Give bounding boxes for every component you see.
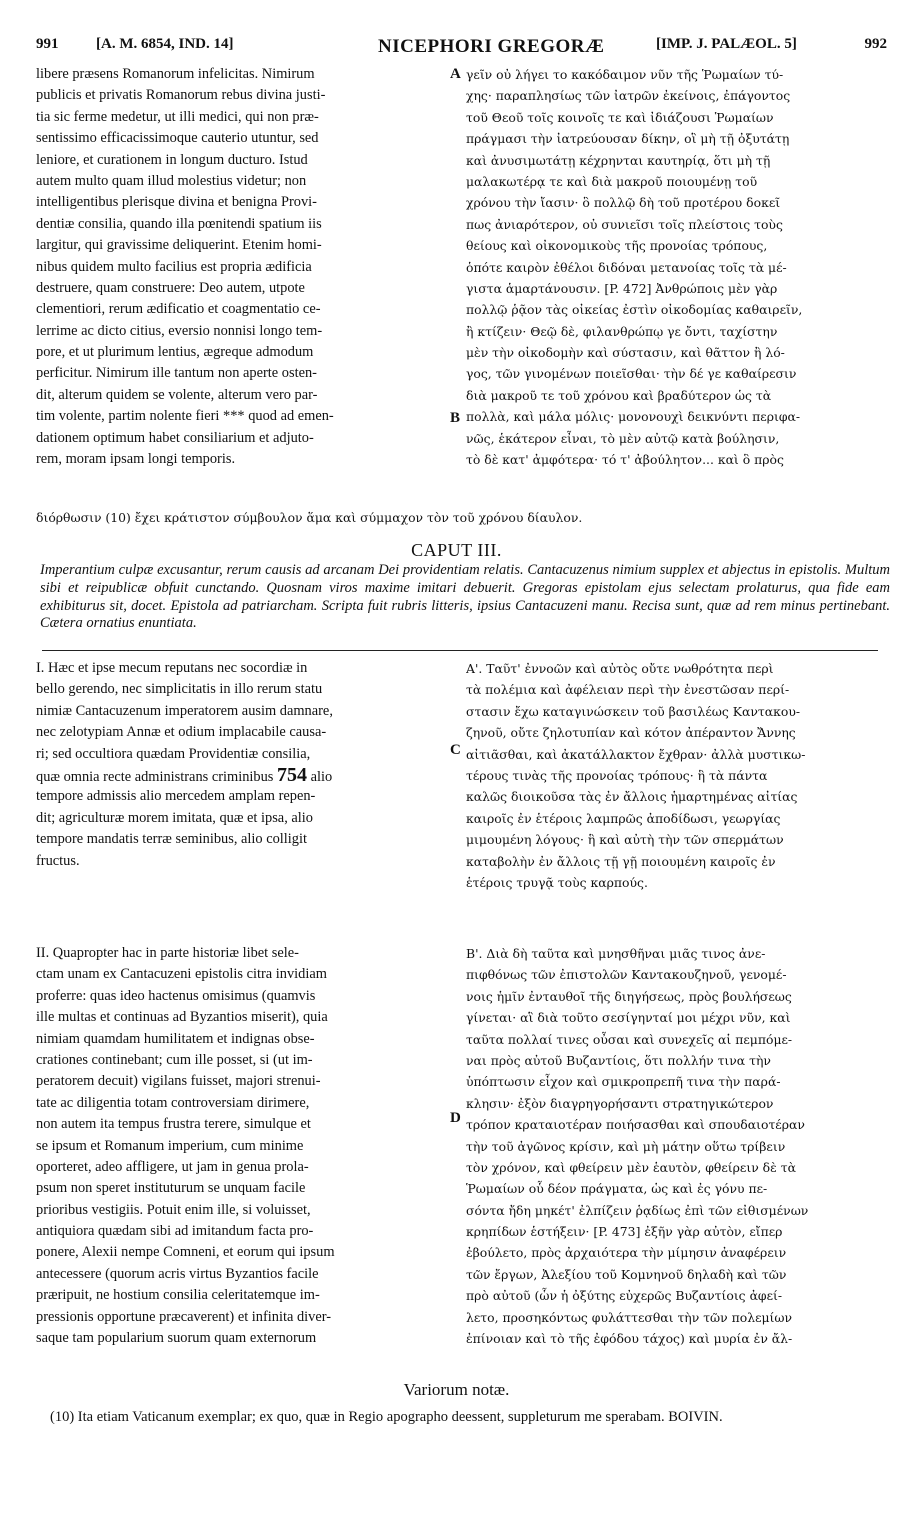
text-line: ponere, Alexii nempe Comneni, et eorum qui ipsum (36, 1244, 335, 1261)
text-line: καταβολὴν ἐν ἄλλοις τῇ γῇ ποιουμένη καιροῖς ἐν (466, 853, 776, 869)
text-line: tim volente, partim nolente fieri *** quod ad emen- (36, 408, 334, 425)
text-line: τρόπον κραταιοτέραν ποιήσασθαι καὶ σπουδαιοτέραν (466, 1117, 805, 1133)
text-line: crationes continebant; cum ille posset, si (ut im- (36, 1051, 313, 1068)
text-line: ναι πρὸς αὐτοῦ Βυζαντίοις, ὅτι πολλήν τινα τὴν (466, 1052, 771, 1068)
text-line: χης· παραπλησίως τῶν ἰατρῶν ἐκείνοις, ἐπάγοντος (466, 88, 791, 104)
text-line: tia sic ferme medetur, ut illi medici, qui non præ- (36, 108, 319, 125)
text-line: πρὸ αὐτοῦ (ὧν ἡ ὀξύτης εὐχερῶς Βυζαντίοις ἀφεί- (466, 1288, 783, 1304)
text-line: lerrime ac dicto citius, eversio nonnisi longo tem- (36, 322, 323, 339)
text-line: destruere, quam construere: Deo autem, utpote (36, 279, 305, 296)
text-line: ἑτέροις τρυγᾷ τοὺς καρπούς. (466, 874, 648, 890)
text-line: πράγμασι τὴν ἰατρεύουσαν δίκην, οἳ μὴ τῇ ὀξυτάτῃ (466, 131, 790, 147)
text-line: ille multas et continuas ad Byzantios miserit), quia (36, 1009, 328, 1026)
text-line: καιροῖς ἐν ἑτέροις λαμπρῶς ἀποδίδωσι, γεωργίας (466, 810, 781, 826)
section-1-latin (36, 658, 454, 872)
section-2-latin (36, 943, 454, 1349)
section-2-greek (466, 943, 898, 1349)
text-line: κλησιν· ἐξὸν διαγρηγορήσαντι στρατηγικώτερον (466, 1095, 774, 1111)
top-latin-column (36, 64, 454, 470)
section-1-greek (466, 658, 898, 893)
chapter-summary: Imperantium culpæ excusantur, rerum causis ad arcanam Dei providentiam relatis. Cantacuzenus nimium supplex et abjectus in epistolis. Multum sibi et reipublicæ obfuit cunctando. Quosnam viros maxime imitari debuerit. Gregoras epistolam ejus selectam prolaturus, qua fide eam exhibiturus sit, docet. Epistola ad patriarcham. Scripta fuit rubris litteris, ipsius Cantacuzeni manu. Recisa sunt, quæ ad rem minus pertinebant. Cætera ornatius enuntiata. (40, 562, 890, 632)
text-line: νῶς, ἑκάτερον εἶναι, τὸ μὲν αὐτῷ κατὰ βούλησιν, (466, 430, 780, 446)
text-line: nibus quidem multo facilius est propria ædificia (36, 258, 312, 275)
text-line: se ipsum et Romanum imperium, cum minime (36, 1137, 304, 1154)
text-line: κρηπίδων ἑστήξειν· [P. 473] ἐξῆν γὰρ αὐτὸν, εἴπερ (466, 1224, 783, 1240)
text-line: pore, et ut plurimum lentius, ægreque admodum (36, 344, 314, 361)
text-line: prioribus vestigiis. Potuit enim ille, si voluisset, (36, 1201, 311, 1218)
text-line: ταῦτα πολλαί τινες οὖσαι καὶ συνεχεῖς αἱ πεμπόμε- (466, 1031, 793, 1047)
text-line: dit, alterum quidem se volente, alterum vero par- (36, 386, 318, 403)
text-line: ὑπόπτωσιν εἶχον καὶ σμικροπρεπῆ τινα τὴν παρά- (466, 1074, 781, 1090)
text-line: tempore mandatis terræ seminibus, alio colligit (36, 831, 307, 848)
divider (42, 650, 878, 651)
text-line: ri; sed occultiora quædam Providentiæ consilia, (36, 745, 311, 762)
text-line: πολλὰ, καὶ μάλα μόλις· μονονουχὶ δεικνύντι περιφα- (466, 409, 801, 425)
text-line: τοῦ Θεοῦ τοῖς κοινοῖς τε καὶ ἰδιάζουσι Ῥωμαίων (466, 109, 774, 125)
date-right: [IMP. J. PALÆOL. 5] (656, 36, 797, 52)
text-line: libere præsens Romanorum infelicitas. Nimirum (36, 66, 315, 82)
text-line: χρόνου τὴν ἴασιν· ὃ πολλῷ δὴ τοῦ προτέρου δοκεῖ (466, 195, 781, 211)
text-line: ἐπίνοιαν καὶ τὸ τῆς ἐφόδου τάχος) καὶ μυρία ἐν ἄλ- (466, 1331, 793, 1347)
text-line: ἐβούλετο, πρὸς ἀρχαιότερα τὴν μίμησιν ἀναφέρειν (466, 1245, 787, 1261)
text-line: γιστα ἁμαρτάνουσιν. [P. 472] Ἀνθρώποις μὲν γὰρ (466, 280, 778, 296)
page-number-left: 991 (36, 36, 59, 52)
text-line: νοις ἡμῖν ἐνταυθοῖ τῆς διηγήσεως, πρὸς βουλήσεως (466, 988, 792, 1004)
text-line: nimiæ Cantacuzenum imperatorem ausim damnare, (36, 702, 333, 719)
text-line: τὴν τοῦ ἀγῶνος κρίσιν, καὶ μὴ μάτην οὕτω τρίβειν (466, 1138, 786, 1154)
text-line: γεῖν οὐ λήγει το κακόδαιμον νῦν τῆς Ῥωμαίων τύ- (466, 67, 784, 82)
text-line: præripuit, ne hostium consilia celeritatemque im- (36, 1287, 320, 1304)
text-line: II. Quapropter hac in parte historiæ libet sele- (36, 945, 299, 961)
text-line: ἢ κτίζειν· Θεῷ δὲ, φιλανθρώπῳ γε ὄντι, ταχίστην (466, 323, 778, 339)
text-line: antiquiora quædam sibi ad imitandum facta pro- (36, 1223, 314, 1240)
text-line: λετο, προσηκόντως φυλάττεσθαι τὴν τῶν πολεμίων (466, 1309, 793, 1325)
text-line: tate ac diligentia totam controversiam dirimere, (36, 1094, 310, 1111)
text-line: γος, τῶν γινομένων ποιεῖσθαι· τὴν δέ γε καθαίρεσιν (466, 366, 797, 382)
text-line: dationem optimum habet consiliarium et adjuto- (36, 429, 314, 446)
text-line: σόντα ἤδη μηκέτ' ἐλπίζειν ῥᾳδίως ἐπὶ τῶν εἰθισμένων (466, 1202, 809, 1218)
text-line: τὸν χρόνον, καὶ φθείρειν μὲν ἑαυτὸν, φθείρειν δὲ τὰ (466, 1159, 796, 1175)
text-line: Ῥωμαίων οὗ δέον πράγματα, ὡς καὶ ἐς γόνυ πε- (466, 1181, 768, 1197)
margin-marker-b: B (450, 410, 461, 426)
text-line: πως ἀνιαρότερον, οὐ συνιεῖσι τοῖς πλείστοις τοὺς (466, 216, 783, 232)
running-header (36, 36, 887, 58)
text-line: τὰ πολέμια καὶ ἀφέλειαν περὶ τὴν ἐνεστῶσαν περί- (466, 682, 790, 698)
text-line: ζηνοῦ, οὔτε ζηλοτυπίαν καὶ κότον ἀπέραντον Ἄννης (466, 725, 796, 741)
text-line: proferre: quas ideo hactenus omisimus (quamvis (36, 987, 316, 1004)
text-line: autem multo quam illud molestius videtur; non (36, 172, 307, 189)
footnote: (10) Ita etiam Vaticanum exemplar; ex quo, quæ in Regio apographo deessent, suppleturum me sperabam. BOIVIN. (50, 1409, 723, 1425)
date-left: [A. M. 6854, IND. 14] (96, 36, 234, 52)
margin-marker-d: D (450, 1110, 461, 1126)
text-line: ὁπότε καιρὸν ἐθέλοι διδόναι μετανοίας τοῖς τὰ μέ- (466, 259, 787, 275)
text-line: oporteret, adeo affligere, ut jam in genua prola- (36, 1158, 309, 1175)
margin-marker-a: A (450, 66, 461, 82)
text-line: largitur, qui gravissime deliquerint. Etenim homi- (36, 237, 322, 254)
text-line: γίνεται· αἳ διὰ τοῦτο σεσίγηνταί μοι μέχρι νῦν, καὶ (466, 1010, 791, 1026)
text-line: clementiori, rerum ædificatio et coagmentatio ce- (36, 301, 321, 318)
text-line: tempore admissis alio mercedem amplam repen- (36, 788, 316, 805)
chapter-title: CAPUT III. (411, 540, 502, 560)
text-line: πιφθόνως τῶν ἐπιστολῶν Καντακουζηνοῦ, γενομέ- (466, 967, 787, 983)
text-line: θείους καὶ οἰκονομικοὺς τῆς προνοίας τρόπους, (466, 238, 768, 254)
text-line: psum non speret instituturum se unquam facile (36, 1180, 306, 1197)
text-line: καλῶς διοικοῦσα τὰς ἐν ἄλλοις ἡμαρτημένας αἰτίας (466, 789, 798, 805)
text-line: καὶ ἀνυσιμωτάτῃ κέχρηνται καυτηρίᾳ, ὅτι μὴ τῇ (466, 152, 771, 168)
text-line: saque tam popularium suorum quam externorum (36, 1330, 317, 1347)
text-line: fructus. (36, 852, 80, 869)
text-line: antecessere (quorum acris virtus Byzantios facile (36, 1265, 319, 1282)
text-line: τέρους τινὰς τῆς προνοίας τρόπους· ἣ τὰ πάντα (466, 767, 768, 783)
text-line: Β'. Διὰ δὴ ταῦτα καὶ μνησθῆναι μιᾶς τινος ἀνε- (466, 946, 766, 961)
text-line: peratorem decuit) vigilans fuisset, majori strenui- (36, 1073, 321, 1090)
text-line: pressionis opportune præcaverent) et infinita diver- (36, 1308, 332, 1325)
page-number-right: 992 (864, 36, 887, 52)
text-segment: quæ omnia recte administrans criminibus (36, 768, 274, 785)
text-line: bello gerendo, nec simplicitatis in illo rerum statu (36, 681, 323, 698)
text-line: intelligentibus plerisque divina et benigna Provi- (36, 194, 317, 211)
text-line: dentiæ consilia, quando illa pœnitendi spatium iis (36, 215, 322, 232)
text-line: διὰ μακροῦ τε τοῦ χρόνου καὶ βραδύτερον ὡς τὰ (466, 387, 772, 403)
text-line: τὸ δὲ κατ' ἀμφότερα· τό τ' ἀβούλητον... καὶ ὃ πρὸς (466, 452, 784, 468)
text-line: ctam unam ex Cantacuzeni epistolis citra invidiam (36, 966, 327, 983)
text-line: dit; agriculturæ morem imitata, quæ et ipsa, alio (36, 809, 313, 826)
text-line: non autem ita tempus frustra terere, simulque et (36, 1116, 311, 1133)
text-line: perficitur. Nimirum ille tantum non aperte osten- (36, 365, 317, 382)
top-greek-column (466, 64, 898, 470)
text-line: μὲν τὴν οἰκοδομὴν καὶ σύστασιν, καὶ θᾶττον ἢ λό- (466, 345, 785, 361)
text-line: leniore, et curationem in longum ducturo. Istud (36, 151, 308, 168)
text-line: rem, moram ipsam longi temporis. (36, 451, 236, 468)
text-line: μιμουμένη λόγους· ἣ καὶ αὐτὴ τὴν τῶν σπερμάτων (466, 832, 784, 848)
text-line: στασιν ἔχω καταγινώσκειν τοῦ βασιλέως Καντακου- (466, 703, 801, 719)
text-line: I. Hæc et ipse mecum reputans nec socordiæ in (36, 660, 308, 676)
text-line: Α'. Ταῦτ' ἐννοῶν καὶ αὐτὸς οὔτε νωθρότητα περὶ (466, 661, 774, 676)
text-line: nimiam quamdam humilitatem et indignas obse- (36, 1030, 315, 1047)
text-line: nec zelotypiam Annæ et odium implacabile causa- (36, 724, 327, 741)
greek-full-line: διόρθωσιν (10) ἔχει κράτιστον σύμβουλον ἅμα καὶ σύμμαχον τὸν τοῦ χρόνου δίαυλον. (36, 510, 583, 525)
text-line: sentissimo efficacissimoque cauterio utuntur, sed (36, 130, 319, 147)
page-marker-number: 754 (277, 764, 308, 786)
text-line: μαλακωτέρᾳ τε καὶ διὰ μακροῦ ποιουμένῃ τοῦ (466, 173, 758, 189)
text-line: publicis et privatis Romanorum rebus divina justi- (36, 87, 326, 104)
text-line: τῶν ἔργων, Ἀλεξίου τοῦ Κομνηνοῦ δηλαδὴ καὶ τῶν (466, 1266, 787, 1282)
notes-title: Variorum notæ. (403, 1380, 510, 1399)
text-line: πολλῷ ῥᾷον τὰς οἰκείας ἐστὶν οἰκοδομίας καθαιρεῖν, (466, 302, 803, 318)
text-line: αἰτιᾶσθαι, καὶ ἀκατάλλακτον ἔχθραν· ἀλλὰ μυστικω- (466, 746, 806, 762)
running-title: NICEPHORI GREGORÆ (378, 36, 605, 57)
text-line (36, 765, 454, 786)
margin-marker-c: C (450, 742, 461, 758)
text-segment: alio (310, 768, 333, 785)
